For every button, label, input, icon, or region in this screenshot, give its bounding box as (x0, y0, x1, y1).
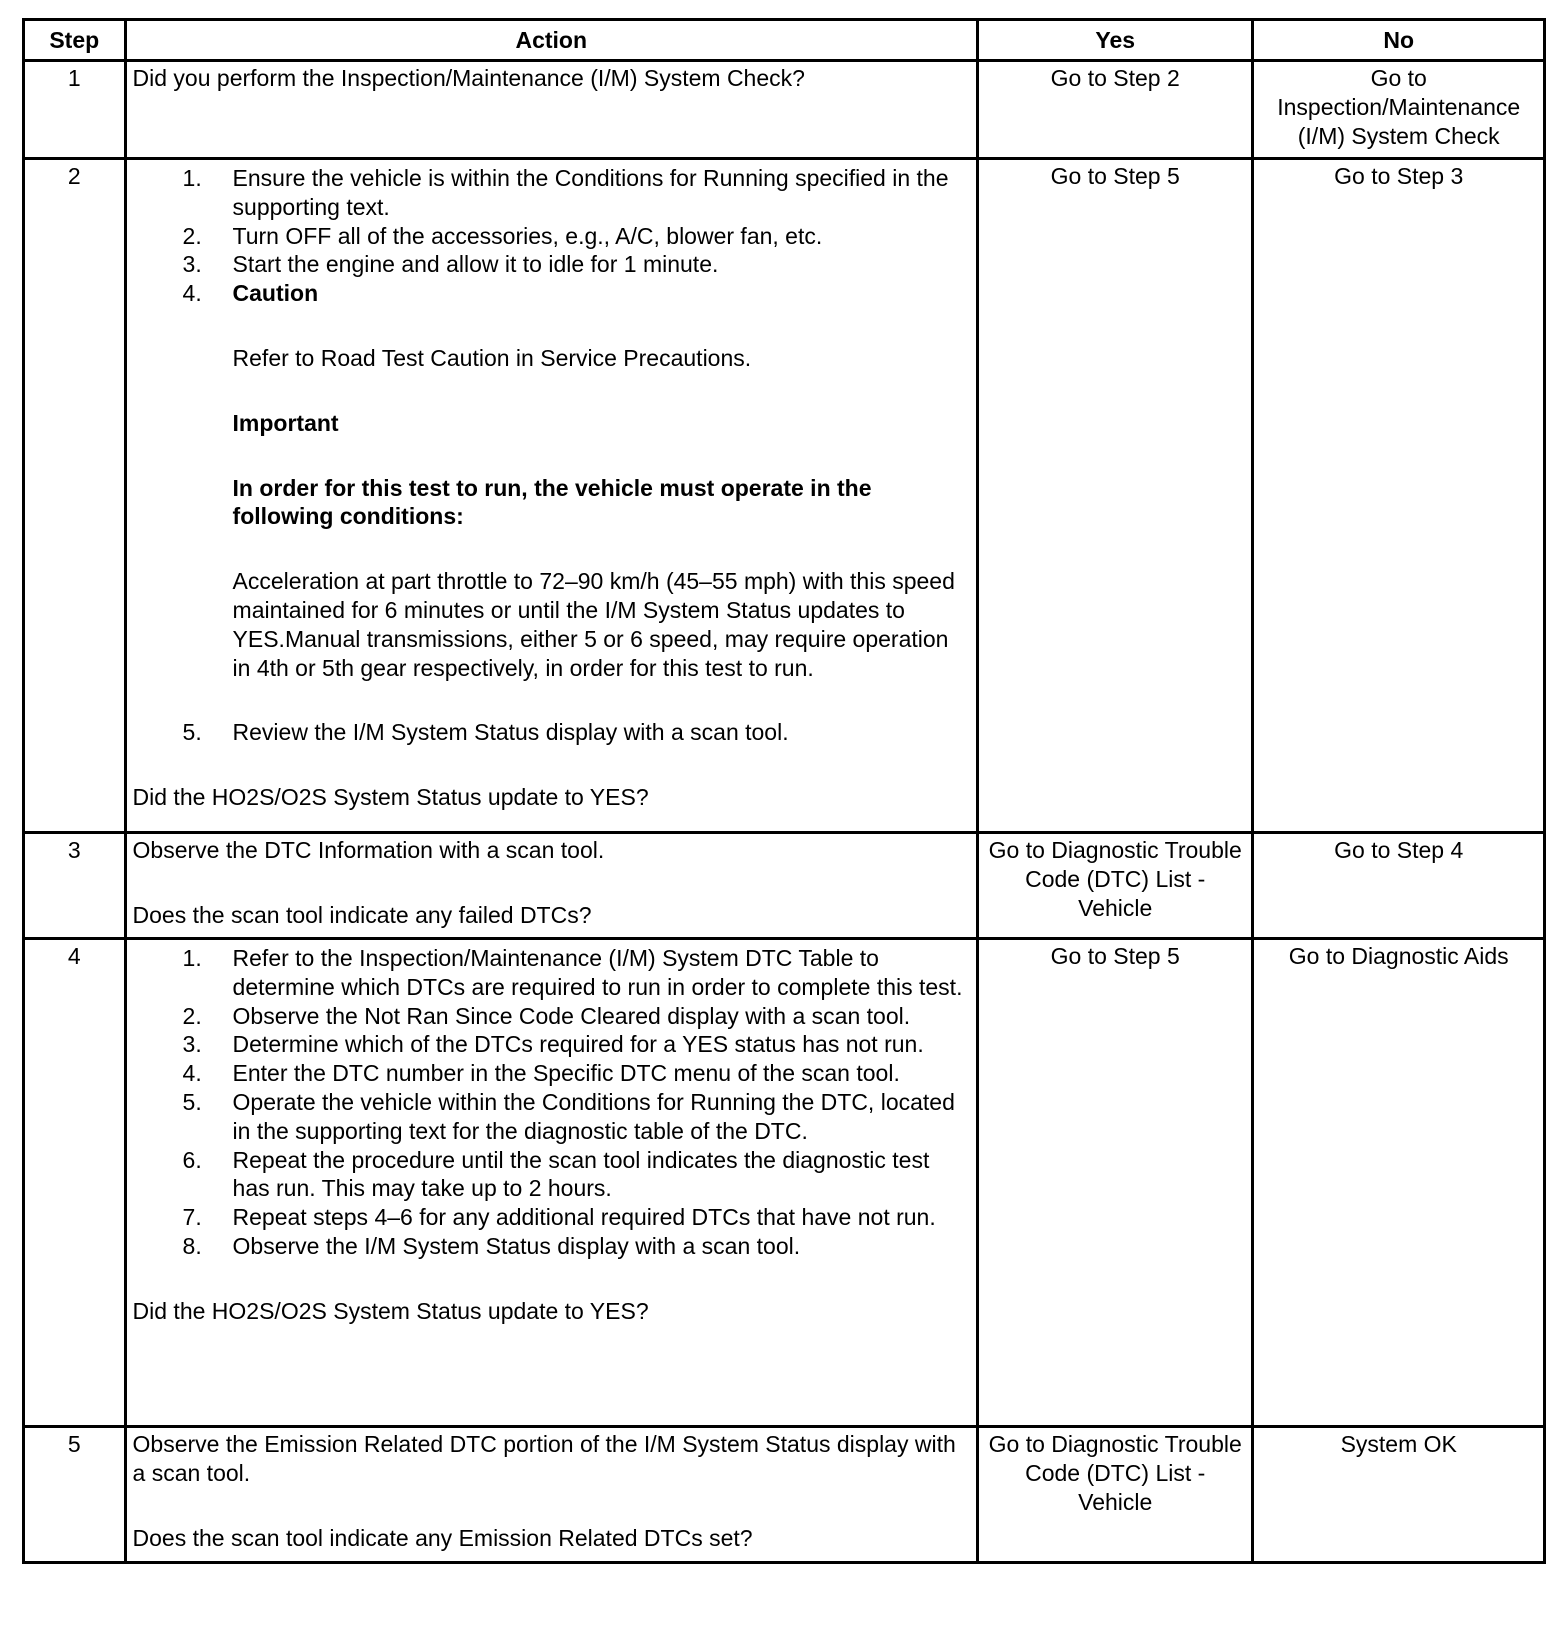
header-row (24, 20, 1545, 61)
step-number: 5 (24, 1427, 126, 1563)
list-item: 5. Review the I/M System Status display with a scan tool. (182, 719, 789, 746)
list-item: 1. Ensure the vehicle is within the Conditions for Running specified in the supporting text. (182, 165, 949, 220)
header-action: Action (125, 20, 977, 61)
step-number: 3 (24, 833, 126, 939)
list-item: 1. Refer to the Inspection/Maintenance (I/M) System DTC Table to determine which DTCs are required to run in order to complete this test. (182, 945, 963, 1000)
action-cell (125, 939, 977, 1427)
list-item: 2. Observe the Not Ran Since Code Cleared display with a scan tool. (182, 1002, 911, 1029)
no-link[interactable]: System OK (1253, 1427, 1545, 1563)
table-row-step-4 (24, 939, 1545, 1427)
list-item: 3. Determine which of the DTCs required for a YES status has not run. (182, 1031, 924, 1058)
important-text: In order for this test to run, the vehicle must operate in the following conditions: (232, 474, 872, 530)
list-item: 3. Start the engine and allow it to idle for 1 minute. (182, 251, 719, 278)
table-row-step-1 (24, 61, 1545, 159)
list-item: 4. Caution (183, 279, 970, 308)
list-item: 7. Repeat steps 4–6 for any additional required DTCs that have not run. (182, 1204, 936, 1231)
question-text: Does the scan tool indicate any Emission Related DTCs set? (132, 1524, 753, 1551)
caution-text: Refer to Road Test Caution in Service Precautions. (232, 344, 752, 371)
list-item: 6. Repeat the procedure until the scan tool indicates the diagnostic test has run. This may take up to 2 hours. (182, 1146, 930, 1202)
question-text: Did the HO2S/O2S System Status update to YES? (132, 1297, 649, 1324)
action-cell (125, 1427, 977, 1563)
action-cell (125, 833, 977, 939)
list-item: 8. Observe the I/M System Status display with a scan tool. (182, 1232, 801, 1259)
important-label: Important (232, 409, 339, 436)
action-cell (125, 61, 977, 159)
instruction-text: Observe the Emission Related DTC portion of the I/M System Status display with a scan tool. (132, 1431, 956, 1486)
step-number: 2 (24, 159, 126, 833)
step-number: 1 (24, 61, 126, 159)
question-text: Does the scan tool indicate any failed DTCs? (132, 901, 592, 928)
yes-link[interactable]: Go to Diagnostic Trouble Code (DTC) List - Vehicle (978, 833, 1253, 939)
step-number: 4 (24, 939, 126, 1427)
yes-link[interactable]: Go to Step 5 (978, 939, 1253, 1427)
caution-label: Caution (232, 280, 319, 307)
procedure-list (133, 718, 970, 747)
procedure-list (133, 944, 970, 1261)
procedure-list (133, 164, 970, 308)
table-row-step-5 (24, 1427, 1545, 1563)
list-item: 5. Operate the vehicle within the Conditions for Running the DTC, located in the supporting text for the diagnostic table of the DTC. (182, 1088, 955, 1144)
list-item: 2. Turn OFF all of the accessories, e.g., A/C, blower fan, etc. (182, 222, 823, 249)
diagnostic-table (22, 18, 1546, 1564)
table-row-step-3 (24, 833, 1545, 939)
no-link[interactable]: Go to Inspection/Maintenance (I/M) System Check (1253, 61, 1545, 159)
action-cell (125, 159, 977, 833)
question-text: Did you perform the Inspection/Maintenance (I/M) System Check? (132, 65, 805, 91)
header-yes: Yes (978, 20, 1253, 61)
yes-link[interactable]: Go to Step 5 (978, 159, 1253, 833)
conditions-text: Acceleration at part throttle to 72–90 km/h (45–55 mph) with this speed maintained for 6 minutes or until the I/M System Status updates to YES.Manual transmissions, either 5 or 6 speed, may require operation in 4th or 5th gear respectively, in order for this test to run. (232, 568, 955, 681)
no-link[interactable]: Go to Step 3 (1253, 159, 1545, 833)
no-link[interactable]: Go to Diagnostic Aids (1253, 939, 1545, 1427)
list-item: 4. Enter the DTC number in the Specific DTC menu of the scan tool. (182, 1060, 900, 1087)
instruction-text: Observe the DTC Information with a scan tool. (132, 837, 605, 863)
yes-link[interactable]: Go to Diagnostic Trouble Code (DTC) List - Vehicle (978, 1427, 1253, 1563)
no-link[interactable]: Go to Step 4 (1253, 833, 1545, 939)
table-row-step-2 (24, 159, 1545, 833)
header-no: No (1253, 20, 1545, 61)
header-step: Step (24, 20, 126, 61)
yes-link[interactable]: Go to Step 2 (978, 61, 1253, 159)
question-text: Did the HO2S/O2S System Status update to YES? (132, 784, 649, 811)
